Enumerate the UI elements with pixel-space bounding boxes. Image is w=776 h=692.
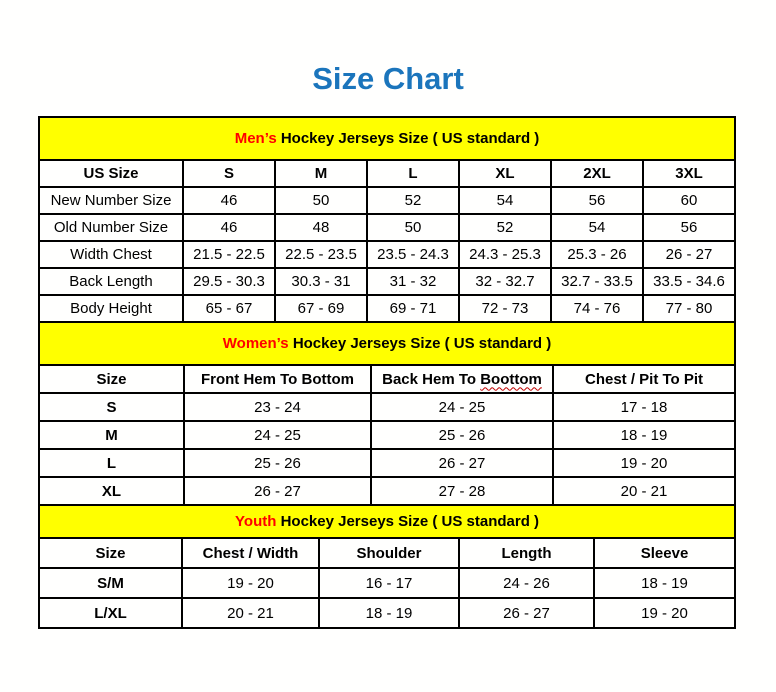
column-header: 2XL — [551, 160, 643, 187]
column-header: Size — [39, 365, 184, 393]
size-value-cell: 60 — [643, 187, 735, 214]
size-value-cell: 27 - 28 — [371, 477, 553, 505]
row-label: Back Length — [39, 268, 183, 295]
size-value-cell: 24 - 25 — [184, 421, 371, 449]
mens-section-header — [39, 117, 735, 160]
column-header: Length — [459, 538, 594, 568]
size-value-cell: 20 - 21 — [182, 598, 319, 628]
size-value-cell: 31 - 32 — [367, 268, 459, 295]
column-header: Shoulder — [319, 538, 459, 568]
row-label: XL — [39, 477, 184, 505]
size-value-cell: 19 - 20 — [182, 568, 319, 598]
column-header: US Size — [39, 160, 183, 187]
column-header: Size — [39, 538, 182, 568]
size-value-cell: 26 - 27 — [459, 598, 594, 628]
column-header: Chest / Pit To Pit — [553, 365, 735, 393]
size-value-cell: 18 - 19 — [319, 598, 459, 628]
table-row — [39, 477, 735, 505]
table-row — [39, 393, 735, 421]
youth-section-header — [39, 505, 735, 538]
page-title: Size Chart — [312, 61, 464, 96]
youth-section-title-rest: Hockey Jerseys Size ( US standard ) — [280, 513, 540, 531]
size-value-cell: 77 - 80 — [643, 295, 735, 322]
size-value-cell: 50 — [275, 187, 367, 214]
table-row — [39, 295, 735, 322]
size-value-cell: 65 - 67 — [183, 295, 275, 322]
size-value-cell: 24 - 26 — [459, 568, 594, 598]
womens-section-header — [39, 322, 735, 365]
column-header: S — [183, 160, 275, 187]
size-value-cell: 48 — [275, 214, 367, 241]
size-value-cell: 72 - 73 — [459, 295, 551, 322]
size-value-cell: 32.7 - 33.5 — [551, 268, 643, 295]
row-label: Width Chest — [39, 241, 183, 268]
row-label: Old Number Size — [39, 214, 183, 241]
table-row — [39, 598, 735, 628]
womens-size-table — [38, 321, 736, 506]
size-value-cell: 29.5 - 30.3 — [183, 268, 275, 295]
womens-section-highlight: Women’s — [222, 335, 289, 353]
mens-size-table — [38, 116, 736, 323]
size-value-cell: 56 — [551, 187, 643, 214]
size-value-cell: 24.3 - 25.3 — [459, 241, 551, 268]
size-value-cell: 26 - 27 — [643, 241, 735, 268]
table-row — [39, 421, 735, 449]
size-value-cell: 25 - 26 — [184, 449, 371, 477]
size-value-cell: 20 - 21 — [553, 477, 735, 505]
size-value-cell: 26 - 27 — [184, 477, 371, 505]
table-row — [39, 187, 735, 214]
size-value-cell: 22.5 - 23.5 — [275, 241, 367, 268]
size-value-cell: 52 — [459, 214, 551, 241]
womens-section-title-rest: Hockey Jerseys Size ( US standard ) — [292, 335, 552, 353]
row-label: L/XL — [39, 598, 182, 628]
row-label: Body Height — [39, 295, 183, 322]
row-label: M — [39, 421, 184, 449]
womens-column-header-row — [39, 365, 735, 393]
size-value-cell: 21.5 - 22.5 — [183, 241, 275, 268]
row-label: S — [39, 393, 184, 421]
column-header: Sleeve — [594, 538, 735, 568]
misspelled-word: Boottom — [480, 370, 542, 388]
size-value-cell: 56 — [643, 214, 735, 241]
column-header: Chest / Width — [182, 538, 319, 568]
table-row — [39, 449, 735, 477]
column-header-text: Back Hem To — [382, 370, 477, 388]
youth-section-row — [39, 505, 735, 538]
row-label: New Number Size — [39, 187, 183, 214]
size-value-cell: 30.3 - 31 — [275, 268, 367, 295]
size-value-cell: 46 — [183, 214, 275, 241]
size-value-cell: 19 - 20 — [594, 598, 735, 628]
size-value-cell: 69 - 71 — [367, 295, 459, 322]
row-label: S/M — [39, 568, 182, 598]
size-value-cell: 23 - 24 — [184, 393, 371, 421]
youth-size-table — [38, 504, 736, 629]
size-value-cell: 26 - 27 — [371, 449, 553, 477]
size-value-cell: 18 - 19 — [594, 568, 735, 598]
youth-column-header-row — [39, 538, 735, 568]
column-header: M — [275, 160, 367, 187]
size-value-cell: 52 — [367, 187, 459, 214]
size-value-cell: 54 — [551, 214, 643, 241]
column-header: 3XL — [643, 160, 735, 187]
size-value-cell: 25 - 26 — [371, 421, 553, 449]
size-tables-container — [38, 116, 734, 629]
size-value-cell: 74 - 76 — [551, 295, 643, 322]
size-value-cell: 33.5 - 34.6 — [643, 268, 735, 295]
table-row — [39, 268, 735, 295]
size-value-cell: 46 — [183, 187, 275, 214]
size-value-cell: 50 — [367, 214, 459, 241]
size-value-cell: 24 - 25 — [371, 393, 553, 421]
size-value-cell: 54 — [459, 187, 551, 214]
column-header: XL — [459, 160, 551, 187]
column-header: Front Hem To Bottom — [184, 365, 371, 393]
size-value-cell: 23.5 - 24.3 — [367, 241, 459, 268]
size-value-cell: 17 - 18 — [553, 393, 735, 421]
mens-section-row — [39, 117, 735, 160]
table-row — [39, 241, 735, 268]
size-value-cell: 32 - 32.7 — [459, 268, 551, 295]
size-value-cell: 18 - 19 — [553, 421, 735, 449]
mens-column-header-row — [39, 160, 735, 187]
youth-section-highlight: Youth — [235, 513, 277, 531]
size-value-cell: 67 - 69 — [275, 295, 367, 322]
mens-section-title-rest: Hockey Jerseys Size ( US standard ) — [280, 130, 540, 148]
size-value-cell: 16 - 17 — [319, 568, 459, 598]
column-header — [371, 365, 553, 393]
mens-section-highlight: Men’s — [234, 130, 277, 148]
row-label: L — [39, 449, 184, 477]
size-value-cell: 25.3 - 26 — [551, 241, 643, 268]
womens-section-row — [39, 322, 735, 365]
table-row — [39, 568, 735, 598]
table-row — [39, 214, 735, 241]
size-value-cell: 19 - 20 — [553, 449, 735, 477]
column-header: L — [367, 160, 459, 187]
